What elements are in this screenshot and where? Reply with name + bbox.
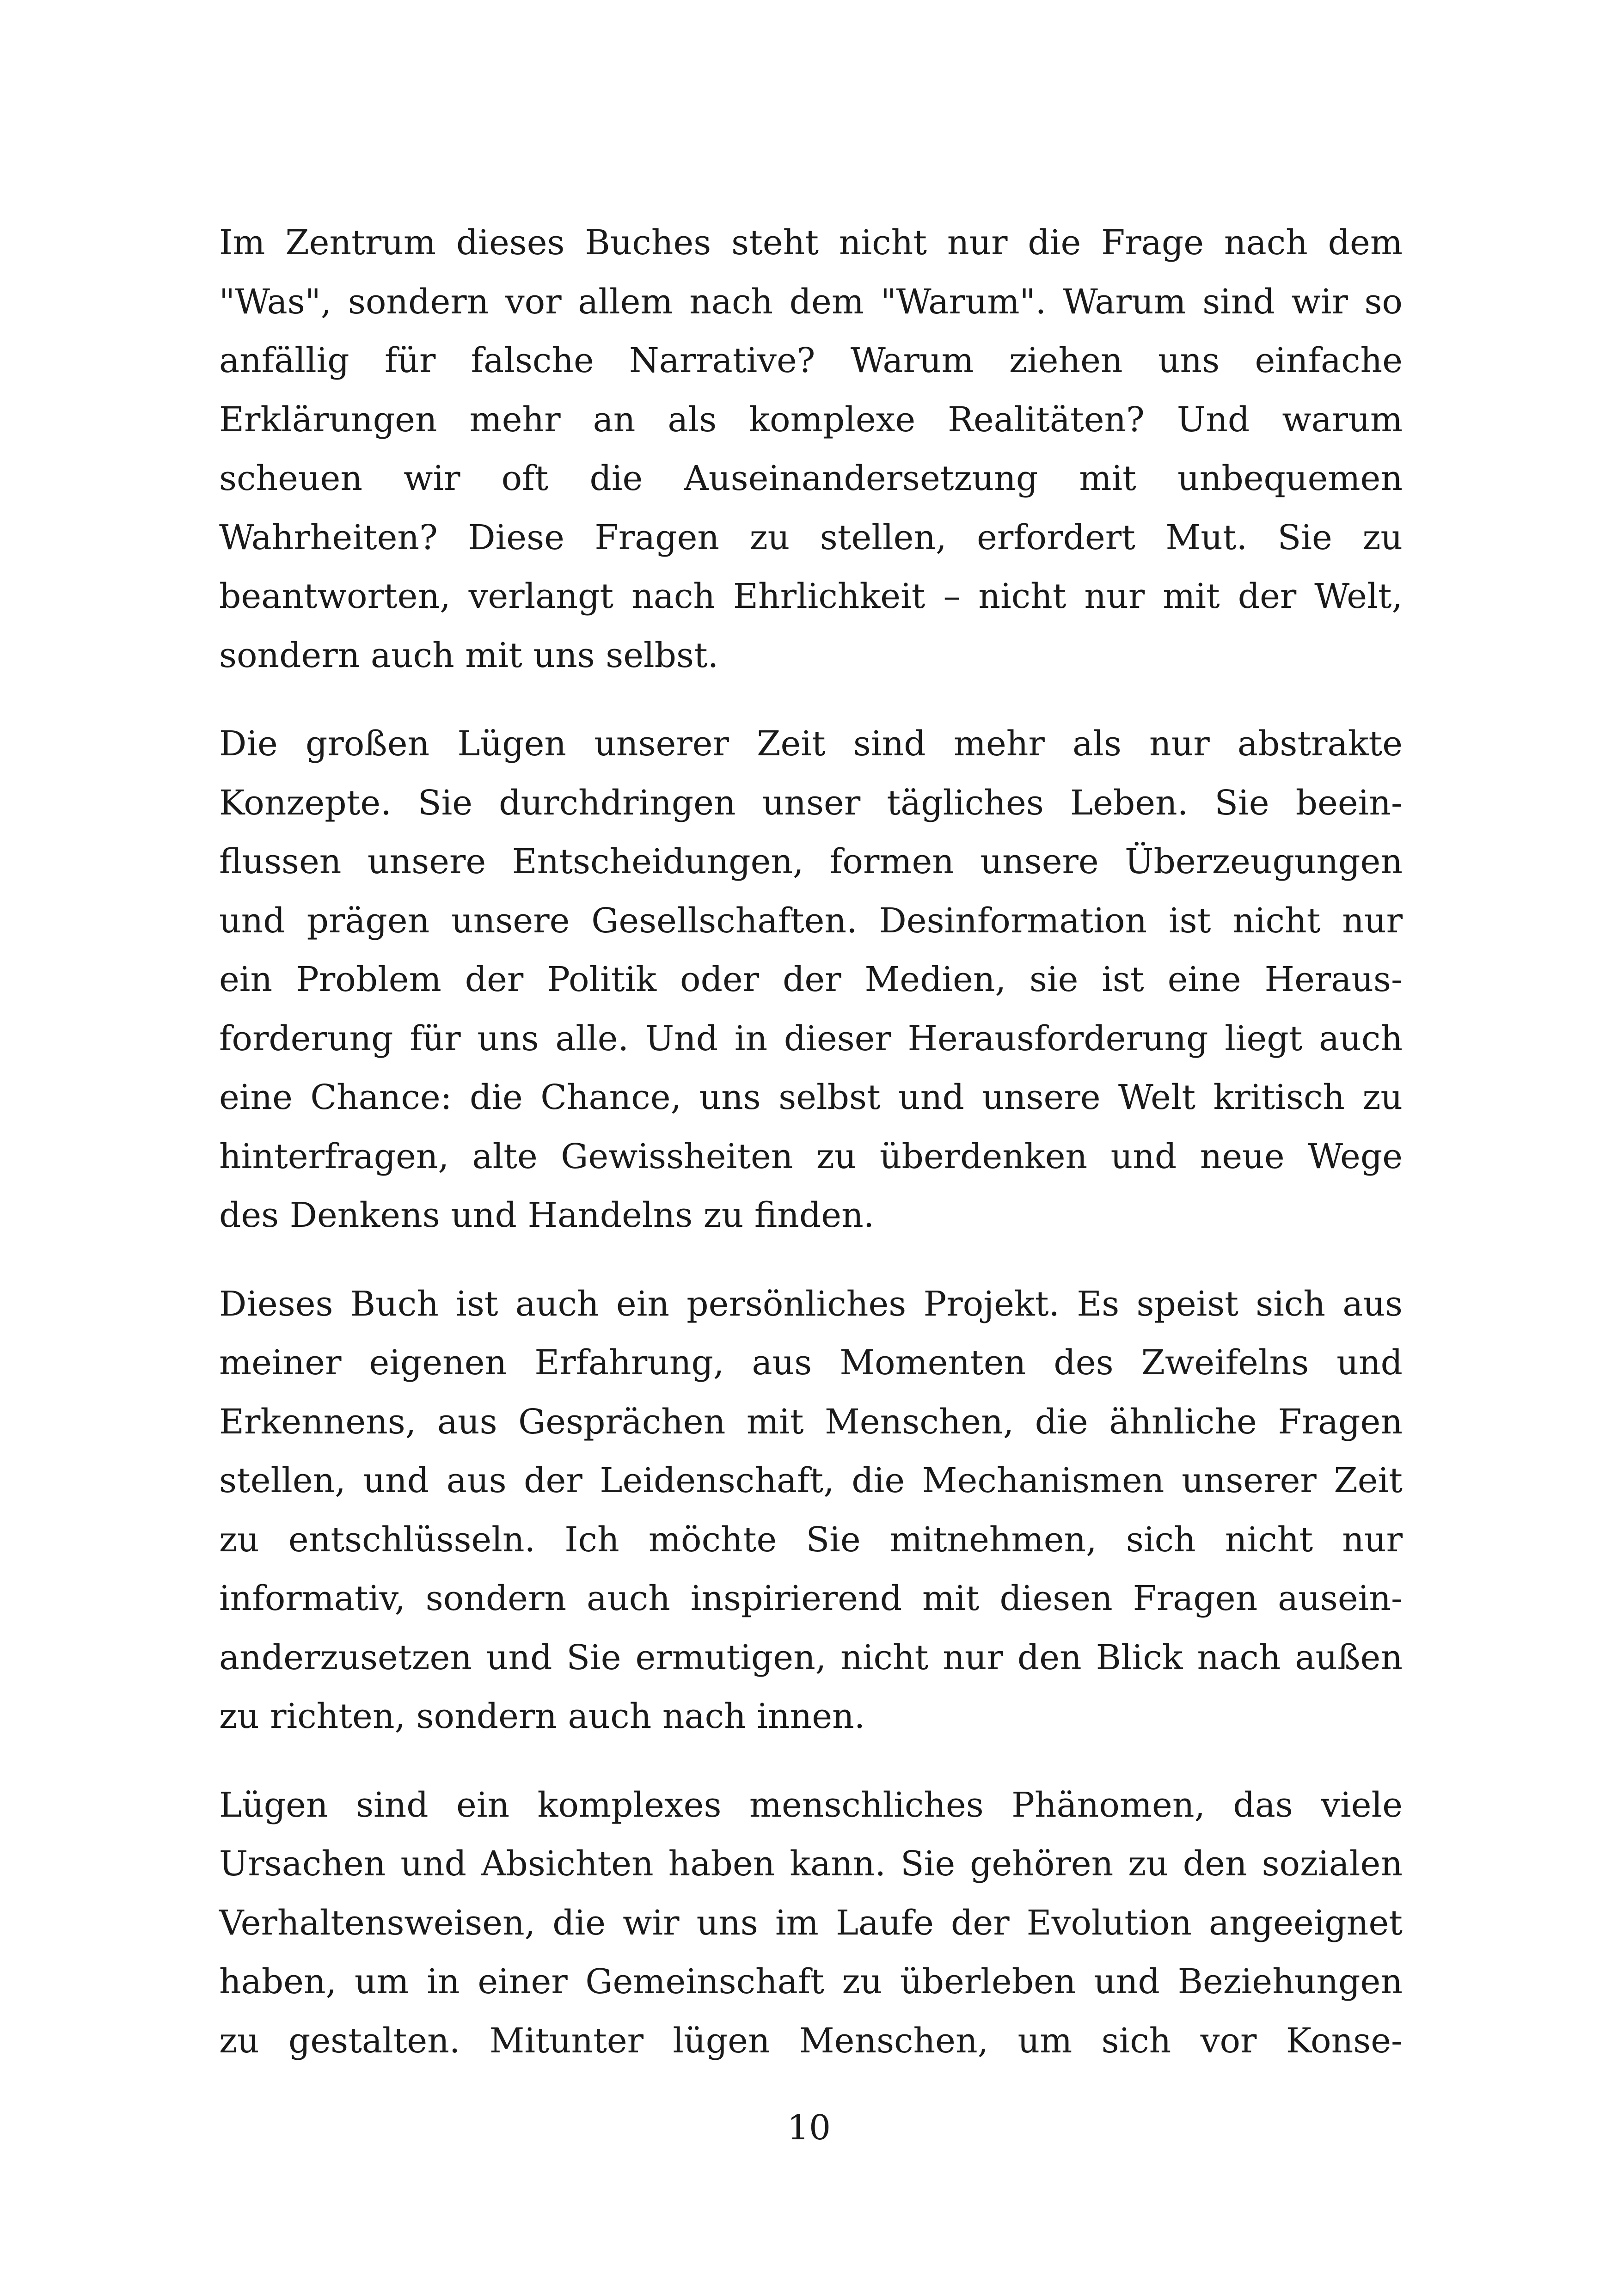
text-line: Lügen sind ein komplexes menschliches Phänomen, das viele xyxy=(219,1785,1403,1825)
text-line: Konzepte. Sie durchdringen unser tägliches Leben. Sie beein- xyxy=(219,783,1403,823)
text-line: informativ, sondern auch inspirierend mit diesen Fragen ausein- xyxy=(219,1579,1403,1618)
text-line: Verhaltensweisen, die wir uns im Laufe der Evolution angeeignet xyxy=(219,1903,1403,1943)
text-line: Erkennens, aus Gesprächen mit Menschen, die ähnliche Fragen xyxy=(219,1402,1403,1442)
text-line: haben, um in einer Gemeinschaft zu überleben und Beziehungen xyxy=(219,1962,1403,2002)
text-line: "Was", sondern vor allem nach dem "Warum". Warum sind wir so xyxy=(219,282,1403,322)
text-line: stellen, und aus der Leidenschaft, die Mechanismen unserer Zeit xyxy=(219,1461,1403,1500)
paragraph xyxy=(219,214,1403,685)
text-line: zu gestalten. Mitunter lügen Menschen, um sich vor Konse- xyxy=(219,2020,1403,2061)
paragraph xyxy=(219,715,1403,1245)
text-line: Ursachen und Absichten haben kann. Sie gehören zu den sozialen xyxy=(219,1844,1403,1884)
text-line: zu richten, sondern auch nach innen. xyxy=(219,1696,865,1736)
paragraph xyxy=(219,1776,1403,2071)
text-line: eine Chance: die Chance, uns selbst und unsere Welt kritisch zu xyxy=(219,1078,1403,1117)
text-line: beantworten, verlangt nach Ehrlichkeit – nicht nur mit der Welt, xyxy=(219,576,1403,616)
text-line: Im Zentrum dieses Buches steht nicht nur die Frage nach dem xyxy=(219,223,1403,263)
text-line: meiner eigenen Erfahrung, aus Momenten des Zweifelns und xyxy=(219,1343,1403,1383)
text-line: Dieses Buch ist auch ein persönliches Projekt. Es speist sich aus xyxy=(219,1284,1403,1324)
text-line: anfällig für falsche Narrative? Warum ziehen uns einfache xyxy=(219,341,1403,380)
text-line: Erklärungen mehr an als komplexe Realitäten? Und warum xyxy=(219,399,1403,440)
paragraph xyxy=(219,1275,1403,1746)
text-line: des Denkens und Handelns zu finden. xyxy=(219,1195,875,1235)
text-line: anderzusetzen und Sie ermutigen, nicht nur den Blick nach außen xyxy=(219,1637,1403,1678)
text-line: und prägen unsere Gesellschaften. Desinformation ist nicht nur xyxy=(219,900,1403,941)
text-line: Die großen Lügen unserer Zeit sind mehr als nur abstrakte xyxy=(219,724,1403,764)
text-line: sondern auch mit uns selbst. xyxy=(219,635,719,675)
text-line: zu entschlüsseln. Ich möchte Sie mitnehmen, sich nicht nur xyxy=(219,1519,1403,1560)
text-line: flussen unsere Entscheidungen, formen unsere Überzeugungen xyxy=(219,842,1403,882)
page-number: 10 xyxy=(787,2108,831,2148)
text-line: ein Problem der Politik oder der Medien, sie ist eine Heraus- xyxy=(219,960,1403,999)
text-line: scheuen wir oft die Auseinandersetzung mit unbequemen xyxy=(219,459,1403,498)
text-line: forderung für uns alle. Und in dieser Herausforderung liegt auch xyxy=(219,1018,1403,1059)
text-line: hinterfragen, alte Gewissheiten zu überdenken und neue Wege xyxy=(219,1136,1403,1176)
body-text xyxy=(219,214,1403,2100)
text-line: Wahrheiten? Diese Fragen zu stellen, erfordert Mut. Sie zu xyxy=(219,517,1403,557)
